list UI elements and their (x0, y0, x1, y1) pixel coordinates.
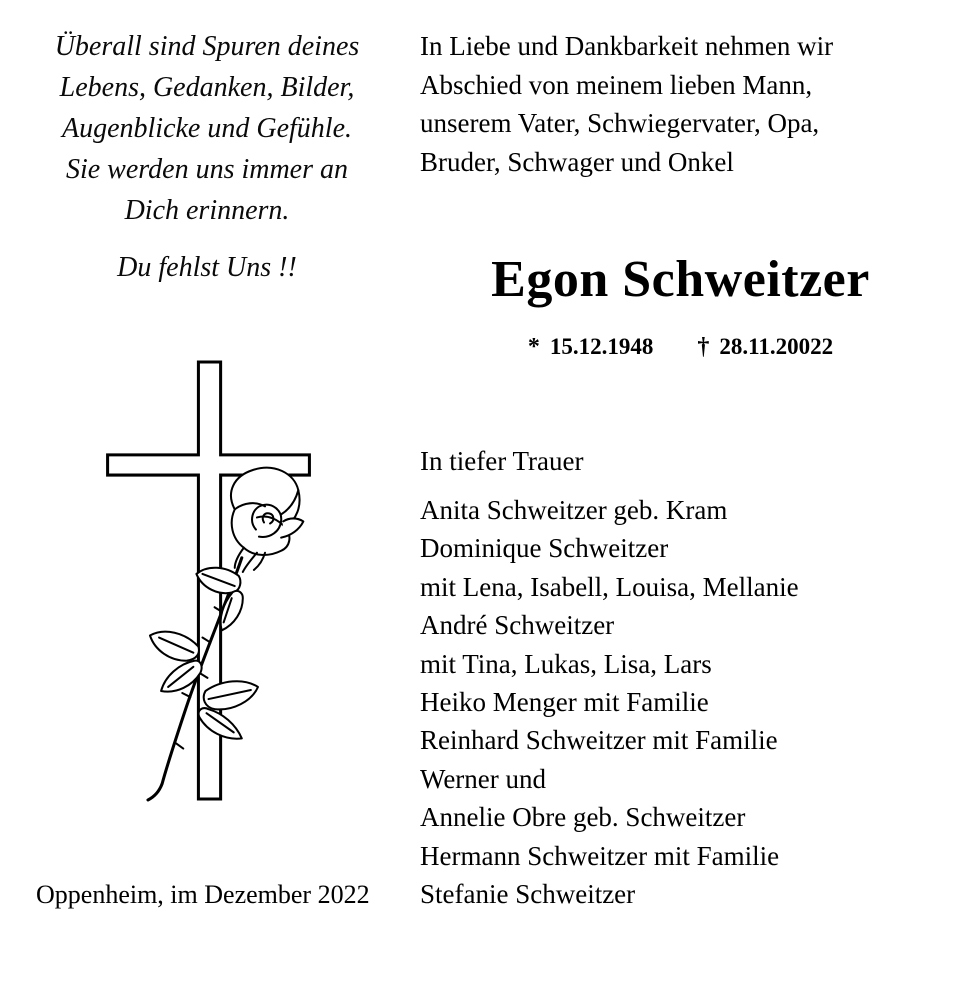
deceased-name: Egon Schweitzer (491, 251, 870, 308)
life-dates (418, 334, 943, 361)
birth-date (528, 334, 654, 361)
place-and-date: Oppenheim, im Dezember 2022 (36, 880, 370, 909)
announcement-intro (420, 27, 950, 181)
missing-you-line: Du fehlst Uns !! (117, 252, 297, 283)
death-date-value: 28.11.20022 (719, 334, 834, 359)
poem-line: Augenblicke und Gefühle. (61, 113, 352, 144)
poem-line: Überall sind Spuren deines (54, 31, 360, 62)
death-date (697, 334, 833, 361)
mourner-line: Reinhard Schweitzer mit Familie (420, 725, 778, 756)
intro-line: In Liebe und Dankbarkeit nehmen wir (420, 31, 834, 61)
mourner-line: Heiko Menger mit Familie (420, 687, 709, 718)
mourner-line: Anita Schweitzer geb. Kram (420, 495, 728, 525)
mourning-heading: In tiefer Trauer (420, 446, 584, 476)
mourner-line: Annelie Obre geb. Schweitzer (420, 802, 746, 833)
poem-line: Lebens, Gedanken, Bilder, (59, 72, 355, 103)
cross-rose-illustration (103, 358, 313, 802)
intro-line: Abschied von meinem lieben Mann, (420, 69, 813, 100)
mourner-line: mit Lena, Isabell, Louisa, Mellanie (420, 571, 799, 602)
intro-line: Bruder, Schwager und Onkel (420, 146, 734, 177)
mourner-line: Werner und (420, 763, 547, 794)
intro-line: unserem Vater, Schwiegervater, Opa, (420, 108, 820, 138)
mourner-line: André Schweitzer (420, 610, 615, 641)
death-cross-icon: † (697, 334, 710, 360)
mourner-line: Stefanie Schweitzer (420, 879, 636, 910)
mourner-line: mit Tina, Lukas, Lisa, Lars (420, 648, 712, 679)
mourner-line: Hermann Schweitzer mit Familie (420, 840, 780, 871)
poem-line: Dich erinnern. (124, 195, 290, 226)
birth-date-value: 15.12.1948 (549, 334, 654, 359)
born-star-icon: * (527, 334, 540, 360)
mourners-list (420, 491, 965, 913)
mourner-line: Dominique Schweitzer (420, 533, 669, 564)
memorial-poem (12, 26, 402, 231)
poem-line: Sie werden uns immer an (65, 154, 349, 185)
